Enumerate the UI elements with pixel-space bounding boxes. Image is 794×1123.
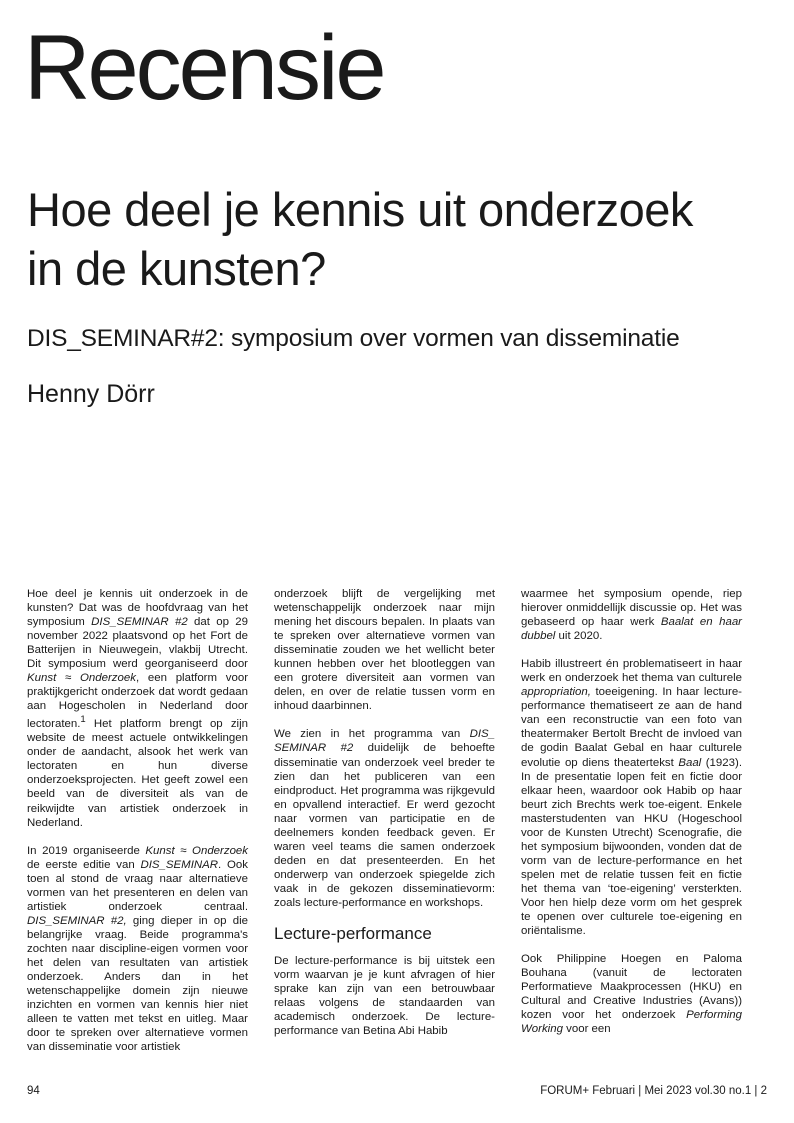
- text-run: duidelijk de behoefte disseminatie van onderzoek veel breder te zien dan het publiceren van een eindproduct. Het programma was rijkgevuld en opvallend interactief. Er werd gezocht naar vormen van participatie en de deelnemers konden feedback geven. Er waren veel teams die samen onderzoek deden en dat presenteerden. En het onderwerp van onderzoek spiegelde zich vaak in de gekozen disseminatievorm: zoals lecture-performance en workshops.: [274, 742, 495, 909]
- text-run: dat op 29 november 2022 plaatsvond op het Fort de Batterijen in Nieuwegein, vlakbij Utrecht. Dit symposium werd georganiseerd door: [27, 616, 248, 671]
- article-subtitle: DIS_SEMINAR#2: symposium over vormen van disseminatie: [27, 325, 680, 352]
- paragraph: [521, 657, 742, 938]
- text-run: Hoe deel je kennis uit onderzoek in de kunsten? Dat was de hoofdvraag van het symposium: [27, 588, 248, 629]
- emphasis-text: DIS_SEMINAR #2,: [27, 914, 127, 927]
- emphasis-text: DIS_SEMINAR #2: [91, 616, 188, 629]
- text-run: We zien in het programma van: [274, 728, 470, 741]
- running-footer: FORUM+ Februari | Mei 2023 vol.30 no.1 | 2: [540, 1085, 767, 1097]
- text-run: , een platform voor praktijkgericht onderzoek dat wordt gedaan aan Hogescholen in Nederland door lectoraten.: [27, 672, 248, 731]
- paragraph: [27, 587, 248, 830]
- text-run: uit 2020.: [555, 630, 603, 643]
- emphasis-text: Kunst ≈ Onderzoek: [145, 844, 249, 857]
- emphasis-text: DIS_SEMINAR: [140, 858, 219, 871]
- text-run: onderzoek blijft de vergelijking met wetenschappelijk onderzoek naar mijn mening het discours bepalen. In plaats van te spreken over alternatieve vormen van disseminatie zouden we het wellicht beter kunnen hebben over het blootleggen van een grotere diversiteit aan vormen van delen, en over de relatie tussen vorm en inhoud daarbinnen.: [274, 588, 495, 713]
- text-run: Ook Philippine Hoegen en Paloma Bouhana (vanuit de lectoraten Performatieve Maakprocessen (HKU) en Cultural and Creative Industries (Avans)) kozen voor het onderzoek: [521, 953, 742, 1022]
- body-column-2: [274, 587, 495, 1052]
- body-column-1: [27, 587, 248, 1068]
- paragraph: [521, 587, 742, 643]
- text-run: waarmee het symposium opende, riep hierover onmiddellijk discussie op. Het was gebaseerd op haar werk: [521, 588, 742, 629]
- text-run: de eerste editie van: [27, 858, 141, 871]
- text-run: (1923). In de presentatie lopen feit en fictie door elkaar heen, waardoor ook Habib op haar beurt zich Brechts werk toe-eigent. Enkele masterstudenten van HKU (Hogeschool voor de Kunsten Utrecht) Scenografie, die het symposium bijwoonden, vonden dat de vorm van de lecture-performance en het spelen met de relatie tussen feit en fictie het thema van ‘toe-eigening’ versterkten. Voor hen hielp deze vorm om het gesprek te openen over culturele toe-eigening en oriëntalisme.: [521, 756, 742, 938]
- section-label: Recensie: [24, 17, 384, 119]
- section-heading: Lecture-performance: [274, 924, 432, 944]
- footnote-marker: 1: [80, 714, 86, 726]
- text-run: toeeigening. In haar lecture-performance thematiseert ze aan de hand van een reconstructie van een foto van theatermaker Bertolt Brecht de invloed van de godin Baalat Gebal en haar culturele evolutie op diens theatertekst: [521, 686, 742, 769]
- text-run: In 2019 organiseerde: [27, 844, 146, 857]
- page-number: 94: [27, 1085, 40, 1097]
- text-run: Het platform brengt op zijn website de meest actuele ontwikkelingen onder de aandacht, alsook het werk van lectoraten en hun diverse onderzoeksprojecten. Het geeft zowel een beeld van de diversiteit als van de reikwijdte van artistiek onderzoek in Nederland.: [27, 718, 248, 829]
- paragraph: [274, 954, 495, 1038]
- paragraph: [521, 952, 742, 1036]
- emphasis-text: Kunst ≈ Onderzoek: [27, 672, 136, 685]
- emphasis-text: Performing Working: [521, 1009, 742, 1036]
- author-name: Henny Dörr: [27, 380, 155, 408]
- emphasis-text: DIS_ SEMINAR #2: [274, 728, 495, 755]
- paragraph: [274, 727, 495, 910]
- emphasis-text: Baal: [678, 756, 702, 769]
- text-run: De lecture-performance is bij uitstek een vorm waarvan je je kunt afvragen of hier sprake kan zijn van een betrouwbaar relaas volgens de standaarden van academisch onderzoek. De lecture-performance van Betina Abi Habib: [274, 955, 495, 1038]
- paragraph: [27, 844, 248, 1055]
- emphasis-text: appropriation,: [521, 686, 591, 699]
- text-run: voor een: [562, 1023, 611, 1036]
- article-title: Hoe deel je kennis uit onderzoek in de kunsten?: [27, 183, 693, 295]
- text-run: . Ook toen al stond de vraag naar alternatieve vormen van het presenteren en delen van artistiek onderzoek centraal.: [27, 858, 248, 913]
- text-run: Habib illustreert én problematiseert in haar werk en onderzoek het thema van culturele: [521, 658, 742, 685]
- emphasis-text: Baalat en haar dubbel: [521, 616, 742, 643]
- text-run: ging dieper in op die belangrijke vraag. Beide programma's zochten naar discipline-eigen vormen voor het delen van resultaten van artistiek onderzoek. Anders dan in het wetenschappelijke domein zijn nieuwe inzichten en vormen van kennis hier niet alleen te vatten met tekst en uitleg. Maar door te spreken over alternatieve vormen van disseminatie voor artistiek: [27, 914, 248, 1054]
- paragraph: [274, 587, 495, 713]
- body-column-3: [521, 587, 742, 1050]
